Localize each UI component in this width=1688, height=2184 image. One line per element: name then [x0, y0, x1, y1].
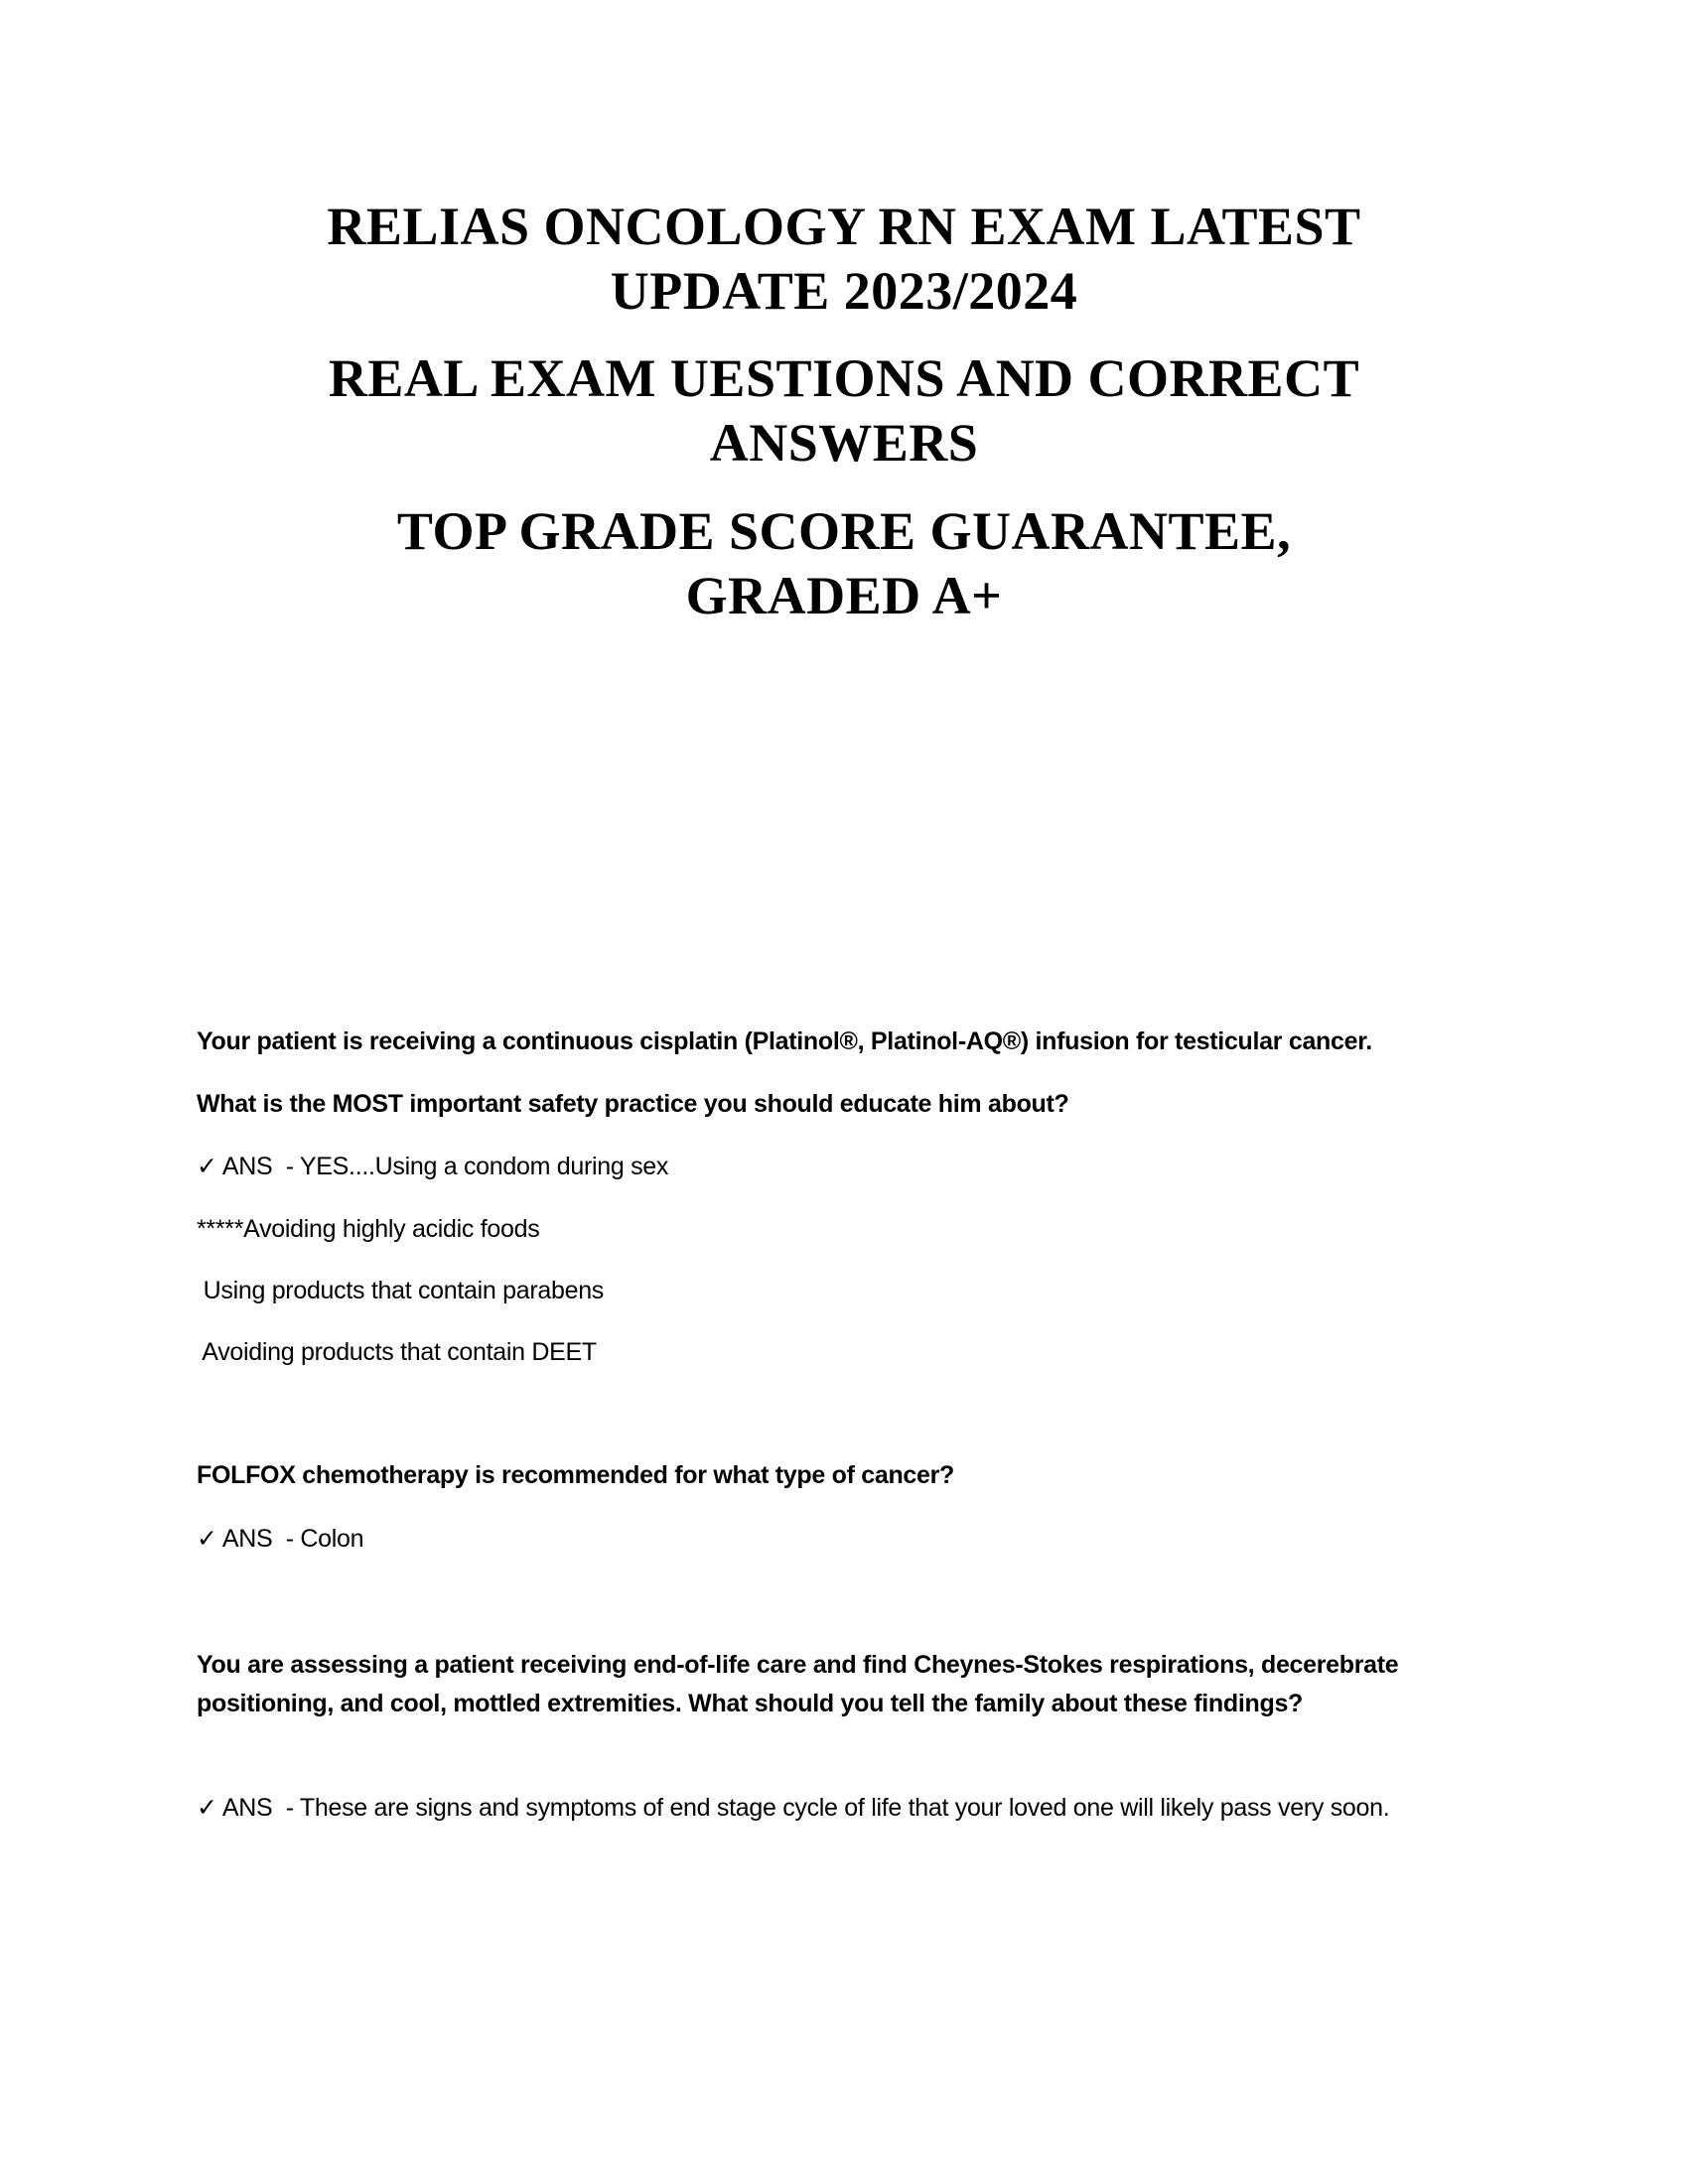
document-title	[0, 195, 1688, 324]
question-1-text: Your patient is receiving a continuous cisplatin (Platinol®, Platinol-AQ®) infusion for testicular cancer.	[197, 1027, 1372, 1055]
subtitle-line-2: ANSWERS	[709, 413, 979, 473]
question-1-option: *****Avoiding highly acidic foods	[197, 1215, 540, 1243]
question-1-option: Avoiding products that contain DEET	[197, 1338, 597, 1366]
question-2-text: FOLFOX chemotherapy is recommended for what type of cancer?	[197, 1461, 955, 1489]
question-1-option: Using products that contain parabens	[197, 1277, 604, 1304]
document-subtitle	[0, 346, 1688, 476]
question-2-answer: ✓ ANS - Colon	[197, 1525, 364, 1553]
title-line-2: UPDATE 2023/2024	[610, 261, 1078, 321]
question-1-prompt: What is the MOST important safety practice you should educate him about?	[197, 1090, 1069, 1118]
document-tagline	[0, 499, 1688, 628]
tagline-line-2: GRADED A+	[685, 566, 1003, 625]
question-3-text: You are assessing a patient receiving end-of-life care and find Cheynes-Stokes respirations, decerebrate positioning, and cool, mottled extremities. What should you tell the family about these findings?	[197, 1651, 1399, 1717]
title-line-1: RELIAS ONCOLOGY RN EXAM LATEST	[327, 197, 1361, 256]
question-1-answer: ✓ ANS - YES....Using a condom during sex	[197, 1153, 669, 1180]
question-3-answer: ✓ ANS - These are signs and symptoms of end stage cycle of life that your loved one will likely pass very soon.	[197, 1794, 1390, 1822]
tagline-line-1: TOP GRADE SCORE GUARANTEE,	[396, 501, 1292, 561]
subtitle-line-1: REAL EXAM UESTIONS AND CORRECT	[328, 348, 1360, 408]
